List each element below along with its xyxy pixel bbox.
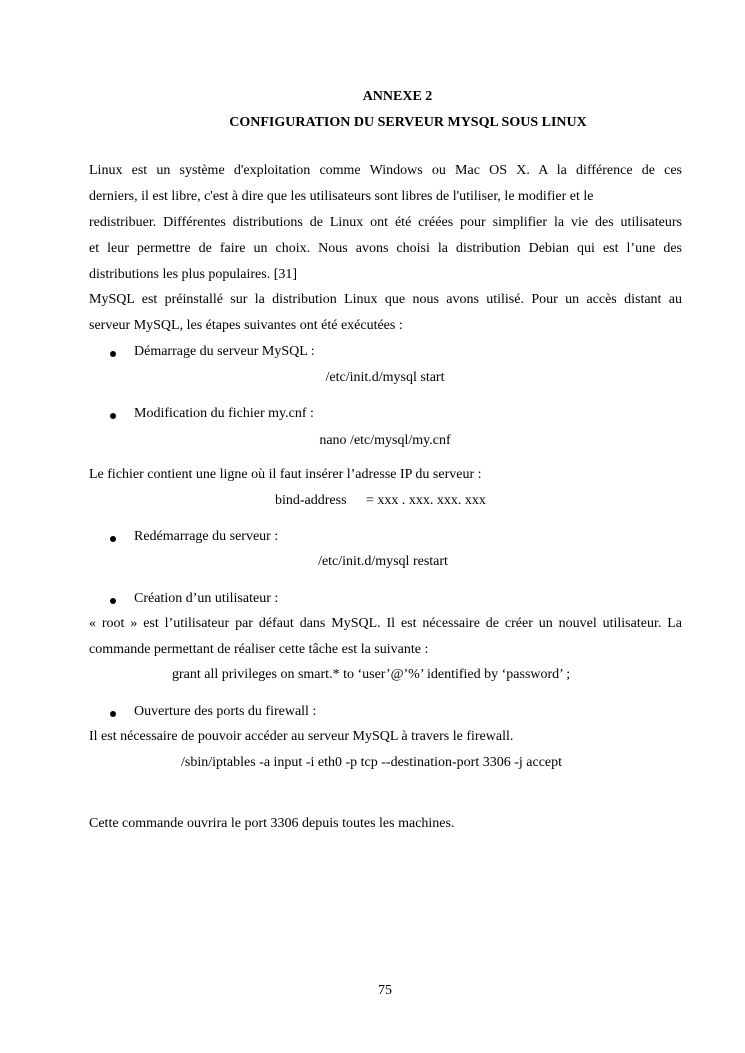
step-firewall-command: /sbin/iptables -a input -i eth0 -p tcp --destination-port 3306 -j accept bbox=[181, 755, 563, 770]
conclusion-text: Cette commande ouvrira le port 3306 depuis toutes les machines. bbox=[89, 816, 455, 831]
step-edit-command: nano /etc/mysql/my.cnf bbox=[319, 433, 451, 448]
bind-address-value: = xxx . xxx. xxx. xxx bbox=[366, 493, 486, 508]
bullet-icon bbox=[110, 711, 116, 717]
edit-note: Le fichier contient une ligne où il faut insérer l’adresse IP du serveur : bbox=[89, 467, 482, 482]
mysql-line: MySQL est préinstallé sur la distribution Linux que nous avons utilisé. Pour un accès distant au bbox=[89, 292, 682, 307]
bind-address-key: bind-address bbox=[275, 493, 347, 508]
intro-line: redistribuer. Différentes distributions de Linux ont été créées pour simplifier la vie des utilisateurs bbox=[89, 215, 682, 230]
bullet-icon bbox=[110, 536, 116, 542]
firewall-note: Il est nécessaire de pouvoir accéder au serveur MySQL à travers le firewall. bbox=[89, 729, 514, 744]
step-restart-label: Redémarrage du serveur : bbox=[134, 529, 279, 544]
step-start-command: /etc/init.d/mysql start bbox=[325, 370, 445, 385]
annex-label: ANNEXE 2 bbox=[362, 89, 433, 104]
step-firewall-label: Ouverture des ports du firewall : bbox=[134, 704, 317, 719]
intro-line: et leur permettre de faire un choix. Nous avons choisi la distribution Debian qui est l’une des bbox=[89, 241, 682, 256]
bullet-icon bbox=[110, 413, 116, 419]
user-line: commande permettant de réaliser cette tâche est la suivante : bbox=[89, 642, 429, 657]
user-line: « root » est l’utilisateur par défaut dans MySQL. Il est nécessaire de créer un nouvel utilisateur. La bbox=[89, 616, 682, 631]
mysql-line: serveur MySQL, les étapes suivantes ont été exécutées : bbox=[89, 318, 403, 333]
step-user-command: grant all privileges on smart.* to ‘user’@’%’ identified by ‘password’ ; bbox=[172, 667, 571, 682]
step-start-label: Démarrage du serveur MySQL : bbox=[134, 344, 315, 359]
annex-title: CONFIGURATION DU SERVEUR MYSQL SOUS LINUX bbox=[229, 115, 587, 130]
step-user-label: Création d’un utilisateur : bbox=[134, 591, 279, 606]
bullet-icon bbox=[110, 598, 116, 604]
step-edit-label: Modification du fichier my.cnf : bbox=[134, 406, 314, 421]
intro-line: derniers, il est libre, c'est à dire que les utilisateurs sont libres de l'utiliser, le modifier et le bbox=[89, 189, 594, 204]
intro-line: distributions les plus populaires. [31] bbox=[89, 267, 298, 282]
step-restart-command: /etc/init.d/mysql restart bbox=[318, 554, 448, 569]
page-number: 75 bbox=[378, 983, 392, 998]
intro-line: Linux est un système d'exploitation comme Windows ou Mac OS X. A la différence de ces bbox=[89, 163, 682, 178]
bullet-icon bbox=[110, 351, 116, 357]
